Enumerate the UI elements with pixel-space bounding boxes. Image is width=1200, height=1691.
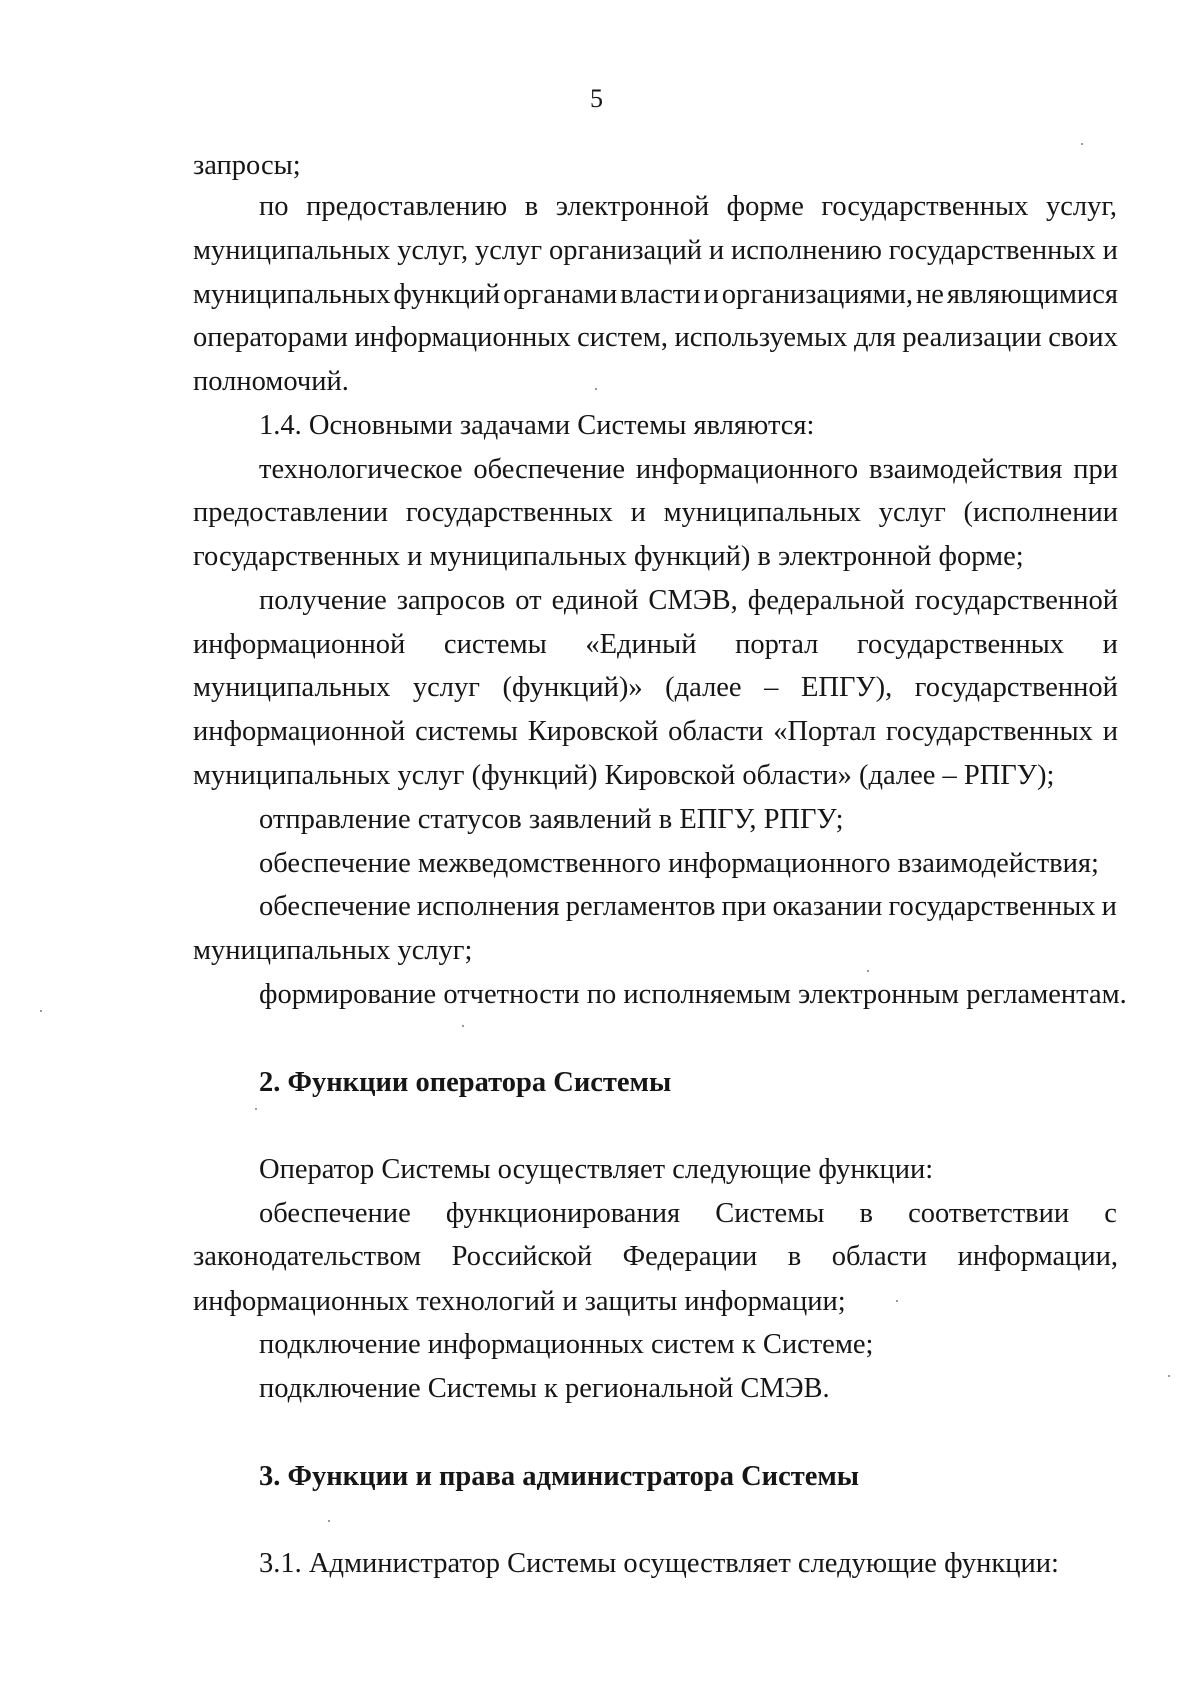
word: государственных xyxy=(888,235,1096,266)
text-line: обеспечение межведомственного информационного взаимодействия; xyxy=(259,848,1099,879)
word: организациями, xyxy=(721,279,914,310)
word: и xyxy=(630,497,646,528)
justified-line xyxy=(259,1200,1117,1229)
word: обеспечение xyxy=(473,454,626,485)
word: операторами xyxy=(193,322,348,353)
word: реализации xyxy=(902,322,1042,353)
text-line: Оператор Системы осуществляет следующие функции: xyxy=(259,1154,934,1185)
word: в xyxy=(524,191,539,222)
word: системы xyxy=(415,716,518,747)
word: государственной xyxy=(914,672,1118,703)
word: «Портал xyxy=(773,716,877,747)
word: предоставлению xyxy=(306,191,508,222)
justified-line xyxy=(259,193,1117,222)
scan-speck xyxy=(595,388,597,390)
word: форме xyxy=(726,191,804,222)
word: услуг xyxy=(878,497,946,528)
word: услуг xyxy=(475,235,543,266)
justified-line xyxy=(193,499,1118,528)
word: своих xyxy=(1048,322,1118,353)
word: и xyxy=(1102,629,1118,660)
justified-line xyxy=(193,324,1118,353)
text-line: подключение Системы к региональной СМЭВ. xyxy=(259,1373,830,1404)
word: предоставлении xyxy=(193,497,389,528)
word: услуг, xyxy=(1045,191,1117,222)
word: от xyxy=(515,585,542,616)
word: информационных xyxy=(354,322,571,353)
word: обеспечение xyxy=(259,1198,411,1229)
section-3-heading: 3. Функции и права администратора Системы xyxy=(259,1461,860,1492)
justified-line xyxy=(193,281,1118,310)
word: и xyxy=(1101,891,1117,922)
word: технологическое xyxy=(259,454,463,485)
word: системы xyxy=(443,629,547,660)
justified-line xyxy=(193,718,1118,747)
word: ЕПГУ), xyxy=(800,672,893,703)
word: государственных xyxy=(885,716,1093,747)
word: систем, xyxy=(577,322,668,353)
word: в xyxy=(859,1198,873,1229)
text-line: информационных технологий и защиты информации; xyxy=(193,1286,846,1317)
justified-line xyxy=(193,1243,1118,1272)
text-line: формирование отчетности по исполняемым электронным регламентам. xyxy=(259,979,1127,1010)
word: государственных xyxy=(821,191,1029,222)
word: «Единый xyxy=(585,629,697,660)
word: информационной xyxy=(193,716,406,747)
word: власти xyxy=(620,279,701,310)
scan-speck xyxy=(328,1520,330,1522)
justified-line xyxy=(259,587,1118,616)
word: обеспечение xyxy=(259,891,411,922)
scan-speck xyxy=(255,1108,257,1110)
justified-line xyxy=(193,674,1118,703)
word: не xyxy=(916,279,944,310)
word: области xyxy=(668,716,764,747)
word: и xyxy=(703,279,719,310)
word: Федерации xyxy=(622,1241,758,1272)
text-line: 3.1. Администратор Системы осуществляет следующие функции: xyxy=(259,1548,1059,1579)
word: – xyxy=(764,672,779,703)
word: исполнению xyxy=(730,235,882,266)
word: государственной xyxy=(914,585,1118,616)
word: Кировской xyxy=(527,716,659,747)
text-line: муниципальных услуг (функций) Кировской области» (далее – РПГУ); xyxy=(193,760,1055,791)
word: (функций)» xyxy=(502,672,643,703)
word: получение xyxy=(259,585,387,616)
word: соответствии xyxy=(908,1198,1070,1229)
word: исполнения xyxy=(416,891,560,922)
word: государственных xyxy=(888,891,1096,922)
word: запросов xyxy=(396,585,506,616)
word: информации, xyxy=(957,1241,1118,1272)
word: услуг, xyxy=(397,235,469,266)
word: области xyxy=(831,1241,928,1272)
word: для xyxy=(853,322,896,353)
word: портал xyxy=(735,629,819,660)
word: при xyxy=(721,891,767,922)
text-line: государственных и муниципальных функций) в электронной форме; xyxy=(193,541,1024,572)
word: и xyxy=(1102,235,1118,266)
section-1-4-title: 1.4. Основными задачами Системы являются: xyxy=(259,410,815,441)
word: законодательством xyxy=(193,1241,422,1272)
word: государственных xyxy=(405,497,613,528)
word: муниципальных xyxy=(663,497,861,528)
word: и xyxy=(1102,716,1118,747)
word: государственных xyxy=(857,629,1065,660)
scan-speck xyxy=(40,1010,42,1012)
word: по xyxy=(259,191,289,222)
word: Системы xyxy=(715,1198,825,1229)
scan-speck xyxy=(1081,143,1083,145)
word: информационной xyxy=(193,629,406,660)
word: организаций xyxy=(548,235,702,266)
scan-speck xyxy=(867,970,869,972)
scan-speck xyxy=(1168,1375,1170,1377)
scan-speck xyxy=(462,1025,464,1027)
word: муниципальных xyxy=(193,672,391,703)
word: муниципальных xyxy=(193,279,391,310)
text-line: запросы; xyxy=(193,150,301,181)
justified-line xyxy=(259,456,1118,485)
word: органами xyxy=(503,279,618,310)
word: (исполнении xyxy=(963,497,1118,528)
text-line: муниципальных услуг; xyxy=(193,935,473,966)
page-number: 5 xyxy=(590,84,603,113)
word: (далее xyxy=(665,672,742,703)
justified-line xyxy=(193,237,1118,266)
text-line: полномочий. xyxy=(193,366,349,397)
text-line: отправление статусов заявлений в ЕПГУ, РПГУ; xyxy=(259,804,844,835)
word: Российской xyxy=(451,1241,593,1272)
word: используемых xyxy=(674,322,848,353)
word: оказании xyxy=(772,891,883,922)
word: являющимися xyxy=(946,279,1118,310)
word: электронной xyxy=(555,191,710,222)
text-line: подключение информационных систем к Системе; xyxy=(259,1329,874,1360)
word: информационного xyxy=(635,454,859,485)
word: функционирования xyxy=(445,1198,681,1229)
word: СМЭВ, xyxy=(648,585,738,616)
justified-line xyxy=(193,631,1118,660)
word: с xyxy=(1104,1198,1117,1229)
word: в xyxy=(787,1241,802,1272)
justified-line xyxy=(259,893,1117,922)
word: муниципальных xyxy=(193,235,391,266)
scan-speck xyxy=(896,1300,898,1302)
word: услуг xyxy=(412,672,480,703)
section-2-heading: 2. Функции оператора Системы xyxy=(259,1067,672,1098)
word: и xyxy=(708,235,725,266)
word: регламентов xyxy=(565,891,716,922)
word: взаимодействия xyxy=(869,454,1063,485)
word: при xyxy=(1073,454,1118,485)
word: функций xyxy=(393,279,501,310)
word: единой xyxy=(551,585,639,616)
word: федеральной xyxy=(747,585,905,616)
